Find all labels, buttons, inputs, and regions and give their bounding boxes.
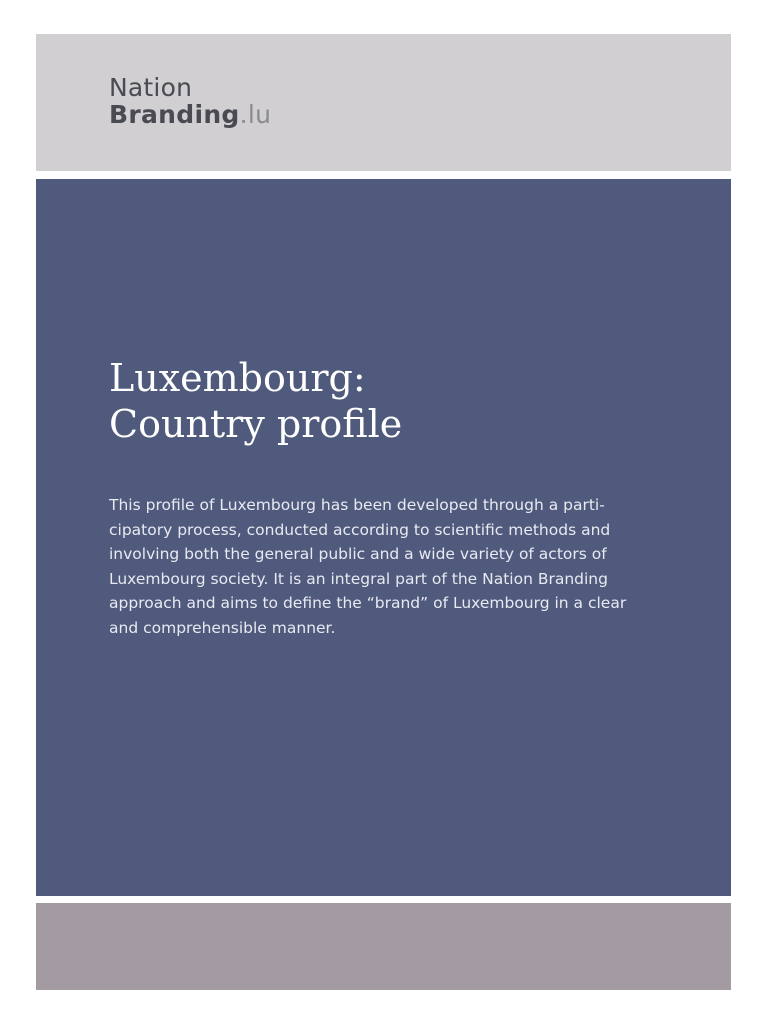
nation-branding-logo (109, 75, 271, 127)
logo-word-nation: Nation (109, 73, 193, 102)
main-cover-panel (36, 179, 731, 896)
intro-line: cipatory process, conducted according to scientific methods and (109, 520, 611, 539)
intro-line: and comprehensible manner. (109, 618, 336, 637)
footer-band (36, 903, 731, 990)
logo-domain-suffix: .lu (239, 100, 272, 129)
intro-line: approach and aims to define the “brand” of Luxembourg in a clear (109, 594, 627, 612)
logo-branding-text: Branding (109, 100, 240, 129)
intro-line: This profile of Luxembourg has been developed through a parti- (109, 496, 605, 514)
intro-line: involving both the general public and a wide variety of actors of (109, 545, 607, 563)
logo-word-branding (109, 102, 271, 127)
title-line-1: Luxembourg: (109, 356, 366, 400)
title-line-2: Country profile (109, 402, 403, 446)
intro-paragraph (109, 493, 669, 640)
header-band (36, 34, 731, 171)
page-title (109, 355, 402, 447)
intro-line: Luxembourg society. It is an integral part of the Nation Branding (109, 569, 608, 588)
